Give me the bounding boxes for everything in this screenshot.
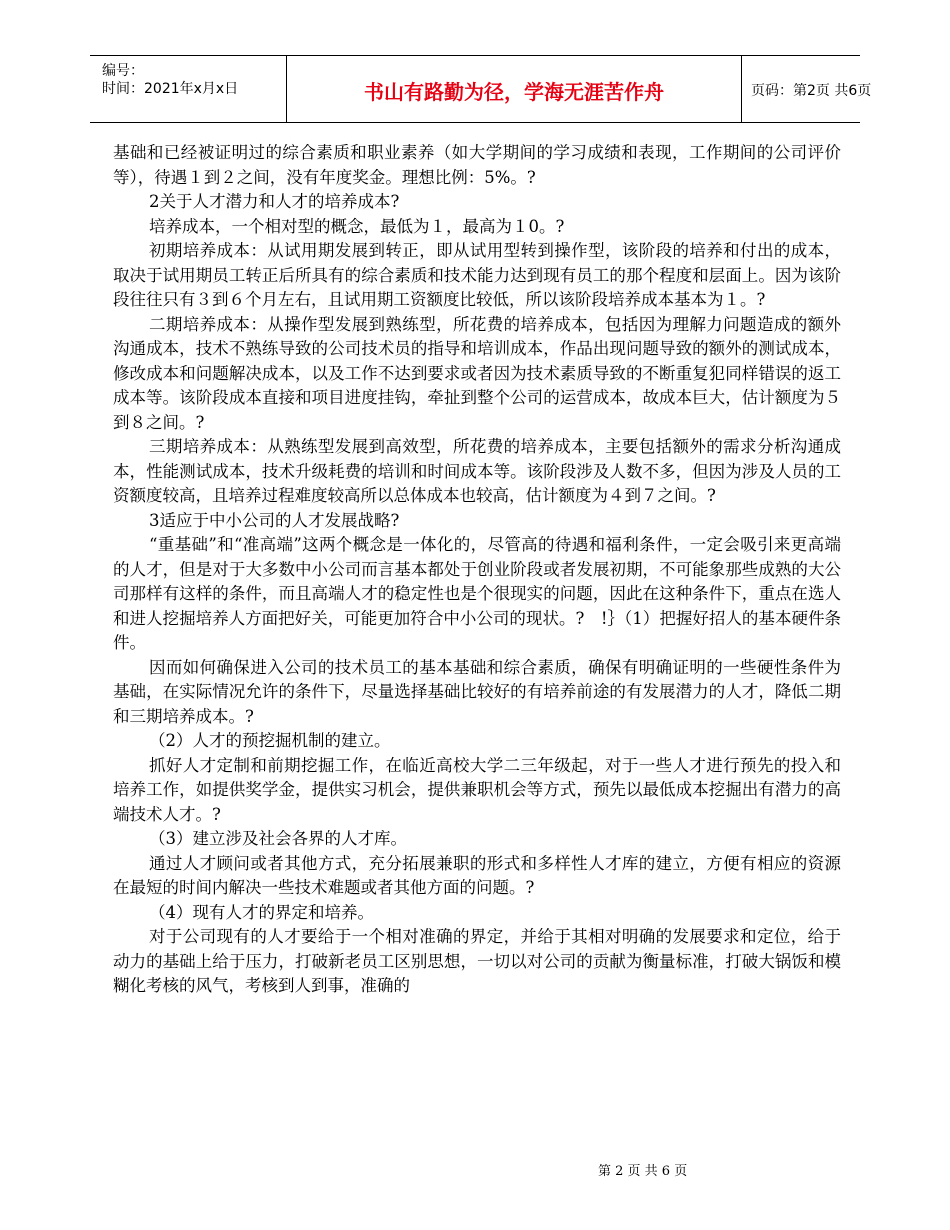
- page-footer: 第 2 页 共 6 页: [598, 1164, 688, 1179]
- date-label: 时间：2021年x月x日: [102, 81, 239, 97]
- section-heading: 3适应于中小公司的人才发展战略?: [149, 510, 400, 530]
- motto-text: 书山有路勤为径，学海无涯苦作舟: [364, 80, 664, 104]
- paragraph: 通过人才顾问或者其他方式，充分拓展兼职的形式和多样性人才库的建立，方便有相应的资源在最短的时间内解决一些技术难题或者其他方面的问题。?: [113, 853, 841, 897]
- paragraph: 因而如何确保进入公司的技术员工的基本基础和综合素质，确保有明确证明的一些硬性条件为基础，在实际情况允许的条件下，尽量选择基础比较好的有培养前途的有发展潜力的人才，降低二期和三期培养成本。?: [113, 657, 841, 726]
- paragraph: 基础和已经被证明过的综合素质和职业素养（如大学期间的学习成绩和表现，工作期间的公司评价等），待遇１到２之间，没有年度奖金。理想比例：5%。?: [113, 143, 841, 187]
- paragraph: 三期培养成本：从熟练型发展到高效型，所花费的培养成本，主要包括额外的需求分析沟通成本，性能测试成本，技术升级耗费的培训和时间成本等。该阶段涉及人数不多，但因为涉及人员的工资额度较高，且培养过程难度较高所以总体成本也较高，估计额度为４到７之间。?: [113, 437, 841, 505]
- sub-heading: （2）人才的预挖掘机制的建立。: [149, 731, 391, 750]
- page-header: [90, 55, 872, 123]
- paragraph: 二期培养成本：从操作型发展到熟练型，所花费的培养成本，包括因为理解力问题造成的额外沟通成本，技术不熟练导致的公司技术员的指导和培训成本，作品出现问题导致的额外的测试成本，修改成本和问题解决成本，以及工作不达到要求或者因为技术素质导致的不断重复犯同样错误的返工成本等。该阶段成本直接和项目进度挂钩，牵扯到整个公司的运营成本，故成本巨大，估计额度为５到８之间。?: [113, 314, 841, 432]
- sub-heading: （3）建立涉及社会各界的人才库。: [149, 829, 407, 848]
- paragraph: 对于公司现有的人才要给于一个相对准确的界定，并给于其相对明确的发展要求和定位，给于动力的基础上给于压力，打破新老员工区别思想，一切以对公司的贡献为衡量标准，打破大锅饭和模糊化考核的风气，考核到人到事，准确的: [113, 927, 841, 995]
- serial-label: 编号：: [102, 63, 144, 79]
- paragraph: 初期培养成本：从试用期发展到转正，即从试用型转到操作型，该阶段的培养和付出的成本，取决于试用期员工转正后所具有的综合素质和技术能力达到现有员工的那个程度和层面上。因为该阶段往往只有３到６个月左右，且试用期工资额度比较低，所以该阶段培养成本基本为１。?: [113, 241, 841, 309]
- header-motto-cell: [286, 56, 742, 122]
- header-meta-cell: [90, 56, 286, 122]
- paragraph: 抓好人才定制和前期挖掘工作，在临近高校大学二三年级起，对于一些人才进行预先的投入和培养工作，如提供奖学金，提供实习机会，提供兼职机会等方式，预先以最低成本挖掘出有潜力的高端技术人才。?: [113, 755, 841, 824]
- body-text: [113, 141, 841, 999]
- paragraph: “重基础”和“准高端”这两个概念是一体化的，尽管高的待遇和福利条件，一定会吸引来更高端的人才，但是对于大多数中小公司而言基本都处于创业阶段或者发展初期，不可能象那些成熟的大公司那样有这样的条件，而且高端人才的稳定性也是个很现实的问题，因此在这种条件下，重点在选人和进人挖掘培养人方面把好关，可能更加符合中小公司的现状。? !｝（1）把握好招人的基本硬件条件。: [113, 535, 841, 652]
- section-heading: 2关于人才潜力和人才的培养成本?: [149, 192, 400, 211]
- paragraph: 培养成本，一个相对型的概念，最低为１，最高为１0。?: [149, 216, 565, 236]
- sub-heading: （4）现有人才的界定和培养。: [149, 902, 374, 922]
- header-page-cell: [741, 56, 872, 122]
- page-info: 页码：第2页 共6页: [751, 83, 872, 99]
